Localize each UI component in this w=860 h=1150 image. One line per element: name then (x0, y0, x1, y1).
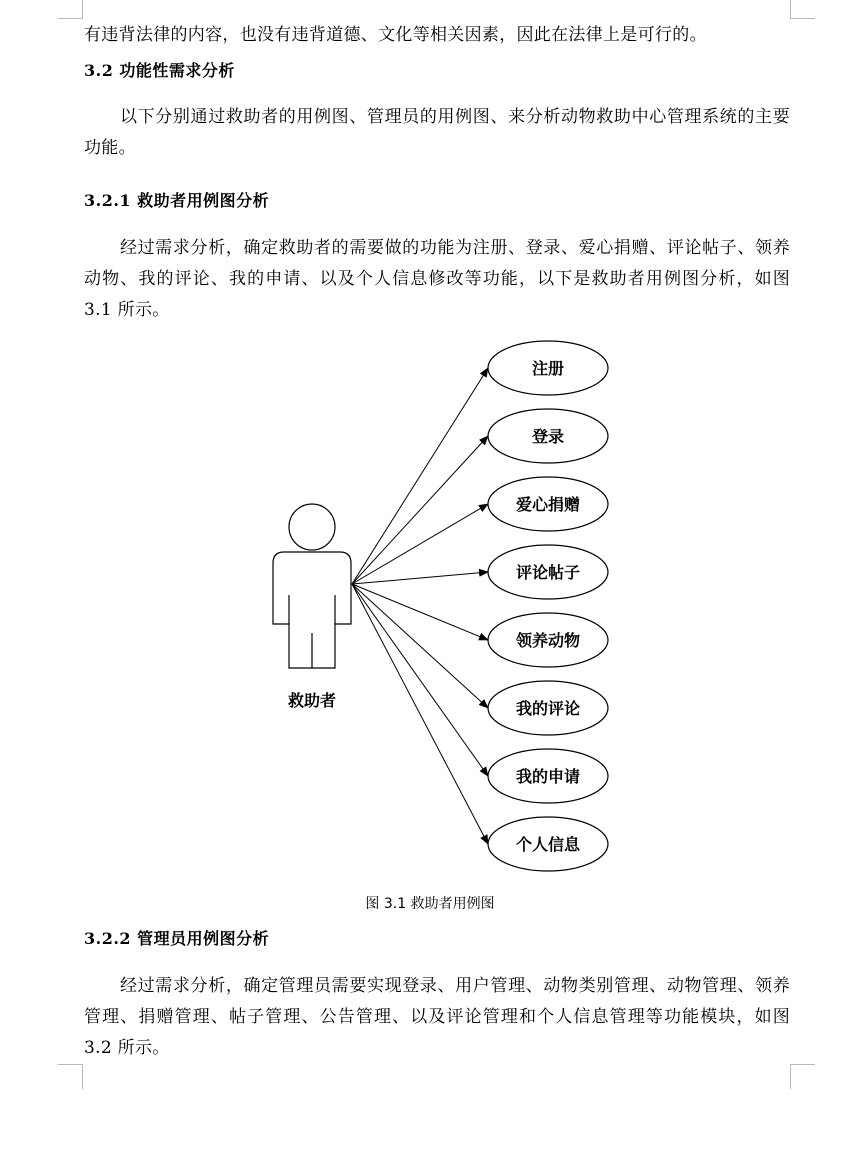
paragraph-3-2-2: 经过需求分析，确定管理员需要实现登录、用户管理、动物类别管理、动物管理、领养管理、捐赠管理、帖子管理、公告管理、以及评论管理和个人信息管理等功能模块，如图 3.2 所示。 (84, 976, 790, 1058)
association-arrow (352, 368, 488, 584)
use-case-label: 评论帖子 (515, 563, 581, 582)
section-heading-3-2: 3.2 功能性需求分析 (84, 61, 235, 80)
use-case-label: 领养动物 (515, 631, 581, 650)
association-arrow (352, 584, 488, 844)
paragraph-3-2-1: 经过需求分析，确定救助者的需要做的功能为注册、登录、爱心捐赠、评论帖子、领养动物、我的评论、我的申请、以及个人信息修改等功能，以下是救助者用例图分析，如图 3.1 所示。 (84, 238, 790, 320)
use-case-label: 个人信息 (515, 835, 581, 854)
association-arrow (352, 504, 488, 584)
association-arrow (352, 584, 488, 776)
association-arrow (352, 584, 488, 708)
figure-caption: 图 3.1 救助者用例图 (365, 896, 495, 912)
association-arrow (352, 436, 488, 584)
actor-label: 救助者 (287, 691, 337, 710)
actor-figure (273, 504, 351, 668)
association-arrow (352, 572, 488, 584)
section-heading-3-2-1: 3.2.1 救助者用例图分析 (84, 191, 270, 210)
use-case-label: 登录 (531, 427, 565, 446)
section-heading-3-2-2: 3.2.2 管理员用例图分析 (84, 929, 270, 948)
paragraph-3-2: 以下分别通过救助者的用例图、管理员的用例图、来分析动物救助中心管理系统的主要功能。 (84, 107, 790, 158)
use-case-label: 注册 (531, 359, 565, 378)
use-case-label: 我的申请 (515, 767, 581, 786)
actor-head (289, 504, 335, 550)
use-case-label: 爱心捐赠 (515, 495, 581, 514)
use-case-label: 我的评论 (515, 699, 581, 718)
paragraph-intro-tail: 有违背法律的内容，也没有违背道德、文化等相关因素，因此在法律上是可行的。 (84, 25, 707, 45)
